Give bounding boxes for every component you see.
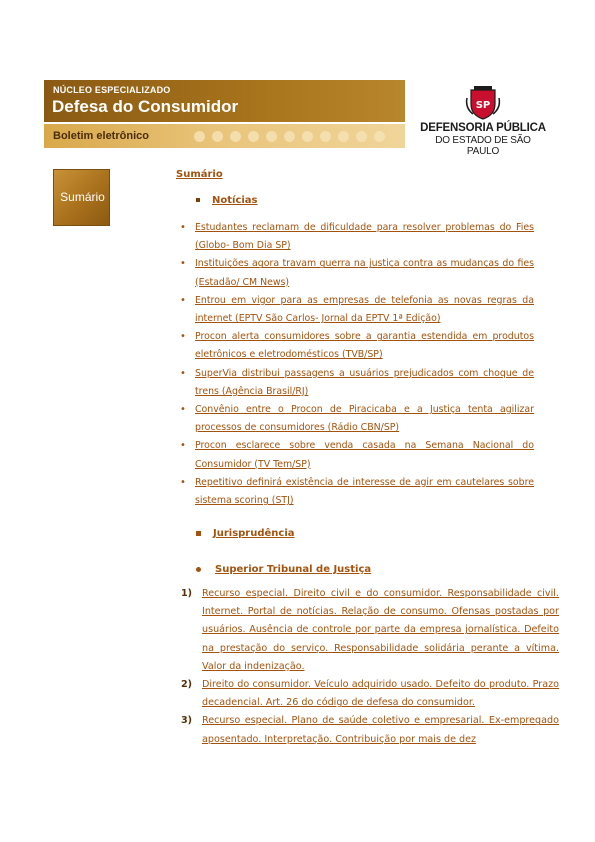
- decision-item: [181, 585, 559, 676]
- stj-link[interactable]: Superior Tribunal de Justiça: [215, 564, 372, 575]
- news-link[interactable]: SuperVia distribui passagens a usuários prejudicados com choque de trens (Agência Brasil/RJ): [195, 367, 534, 397]
- news-item: [180, 328, 534, 364]
- decision-item: [181, 676, 559, 712]
- sumario-badge: [53, 169, 110, 226]
- jurisprudencia-link[interactable]: Jurisprudência: [213, 528, 295, 539]
- header-banner: [44, 80, 405, 122]
- news-link[interactable]: Estudantes reclamam de dificuldade para resolver problemas do Fies (Globo- Bom Dia SP): [195, 222, 534, 252]
- round-bullet-icon: [196, 567, 201, 572]
- decision-link[interactable]: Direito do consumidor. Veículo adquirido usado. Defeito do produto. Prazo decadencial. Art. 26 do código de defesa do consumidor.: [202, 679, 559, 709]
- decision-link[interactable]: Recurso especial. Direito civil e do consumidor. Responsabilidade civil. Internet. Portal de notícias. Relação de consumo. Ofensas postadas por usuários. Ausência de controle por parte da empresa jornalística. Defeito na prestação do serviço. Responsabilidade solidária perante a vítima. Valor da indenização.: [202, 588, 559, 672]
- square-bullet-icon: [196, 531, 201, 536]
- noticias-link[interactable]: Notícias: [212, 195, 258, 206]
- news-item: [180, 219, 534, 255]
- news-link[interactable]: Repetitivo definirá existência de interesse de agir em cautelares sobre sistema scoring (STJ): [195, 476, 534, 507]
- news-link[interactable]: Convênio entre o Procon de Piracicaba e a Justiça tenta agilizar processos de consumidores (Rádio CBN/SP): [195, 404, 534, 434]
- decorative-dots: [194, 131, 385, 142]
- header-subtitle-strip: [44, 124, 405, 148]
- decision-number: 3): [181, 715, 193, 727]
- news-link[interactable]: Procon alerta consumidores sobre a garantia estendida em produtos eletrônicos e eletrodomésticos (TVB/SP): [195, 331, 534, 361]
- news-link[interactable]: Instituições agora travam guerra na justiça contra as mudanças do fies (Estadão/ CM News): [195, 258, 534, 288]
- header-kicker: NÚCLEO ESPECIALIZADO: [53, 85, 171, 95]
- jurisprudencia-heading: [196, 528, 295, 539]
- svg-text:SP: SP: [475, 100, 491, 111]
- sumario-link[interactable]: Sumário: [176, 169, 223, 180]
- noticias-heading: [196, 195, 258, 206]
- square-bullet-icon: [196, 198, 200, 202]
- decision-number: 2): [181, 679, 193, 691]
- stj-heading: [196, 564, 371, 575]
- header-subtitle: Boletim eletrônico: [53, 130, 149, 142]
- news-item: [180, 292, 534, 328]
- defensoria-logo: [418, 84, 548, 157]
- decision-link[interactable]: Recurso especial. Plano de saúde coletivo e empresarial. Ex-empregado aposentado. Interpretação. Contribuição por mais de dez: [202, 715, 559, 745]
- decision-number: 1): [181, 588, 193, 599]
- news-item: [180, 255, 534, 291]
- news-item: [180, 401, 534, 437]
- news-item: [180, 437, 534, 473]
- decision-item: [181, 712, 559, 748]
- logo-line-1: DEFENSORIA PÚBLICA: [420, 122, 546, 134]
- sumario-badge-label: Sumário: [60, 190, 105, 204]
- coat-of-arms-icon: [465, 84, 501, 120]
- news-link[interactable]: Procon esclarece sobre venda casada na Semana Nacional do Consumidor (TV Tem/SP): [195, 440, 534, 470]
- header-title: Defesa do Consumidor: [52, 97, 239, 116]
- news-list: [180, 219, 534, 510]
- news-link[interactable]: Entrou em vigor para as empresas de telefonia as novas regras da internet (EPTV São Carlos- Jornal da EPTV 1ª Edição): [195, 294, 534, 325]
- logo-line-2: DO ESTADO DE SÃO PAULO: [435, 135, 531, 157]
- news-item: [180, 365, 534, 401]
- news-item: [180, 474, 534, 510]
- decisions-list: [181, 585, 559, 749]
